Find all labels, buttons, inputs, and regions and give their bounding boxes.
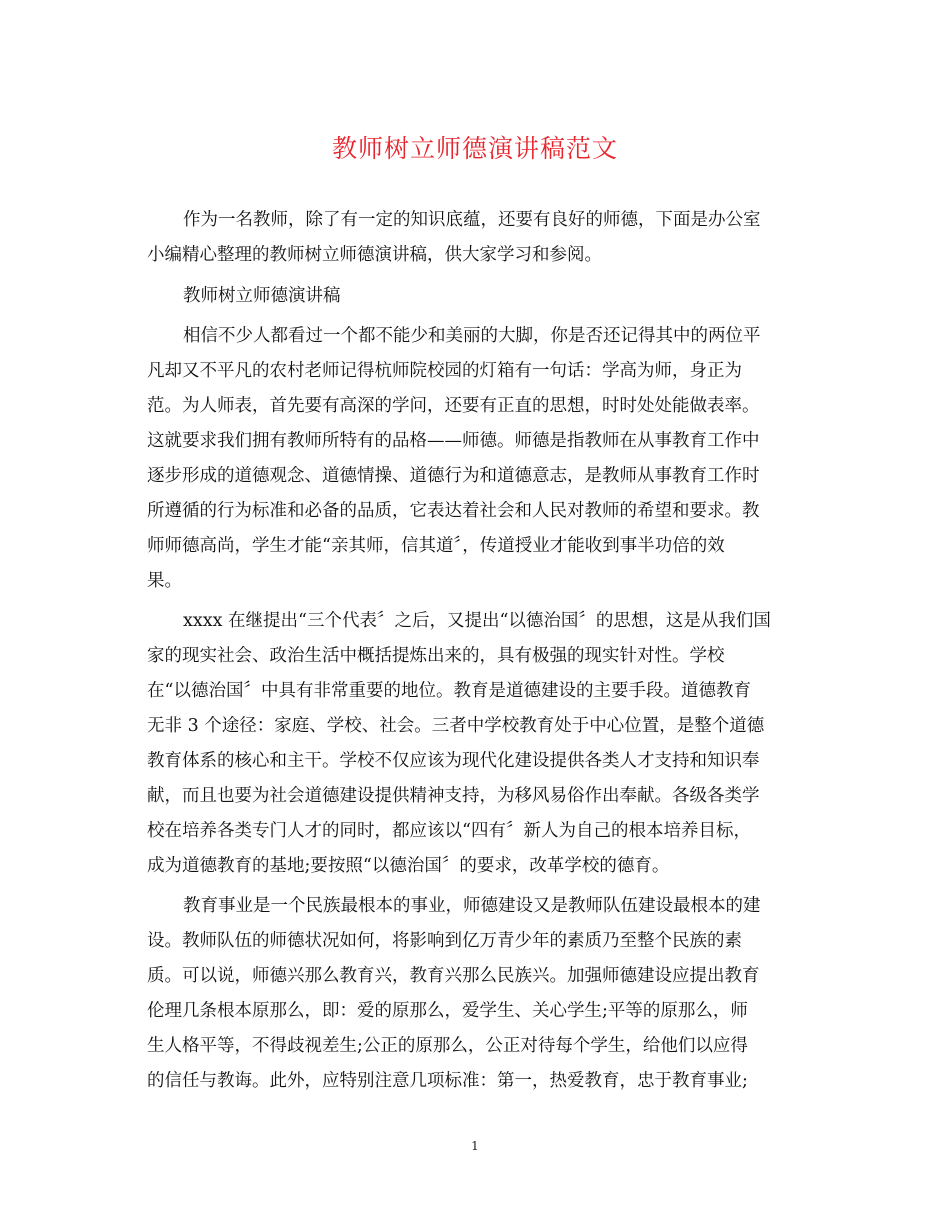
text-line: 生人格平等，不得歧视差生;公正的原那么，公正对待每个学生，给他们以应得	[147, 1036, 748, 1056]
text-line: 范。为人师表，首先要有高深的学问，还要有正直的思想，时时处处能做表率。	[147, 396, 760, 416]
text-line: xxxx 在继提出“三个代表〞之后，又提出“以德治国〞的思想，这是从我们国	[183, 611, 771, 631]
page-number: 1	[471, 1139, 479, 1153]
text-line: 果。	[147, 571, 182, 591]
text-line: 这就要求我们拥有教师所特有的品格——师德。师德是指教师在从事教育工作中	[147, 431, 760, 451]
text-line: 校在培养各类专门人才的同时，都应该以“四有〞新人为自己的根本培养目标，	[147, 821, 751, 841]
text-line: 成为道德教育的基地;要按照“以德治国〞的要求，改革学校的德育。	[147, 856, 670, 876]
text-line: 小编精心整理的教师树立师德演讲稿，供大家学习和参阅。	[147, 245, 602, 265]
text-line: 凡却又不平凡的农村老师记得杭师院校园的灯箱有一句话：学高为师，身正为	[147, 361, 742, 381]
text-line: 家的现实社会、政治生活中概括提炼出来的，具有极强的现实针对性。学校	[147, 646, 725, 666]
text-line: 在“以德治国〞中具有非常重要的地位。教育是道德建设的主要手段。道德教育	[147, 681, 751, 701]
text-line: 无非 3 个途径：家庭、学校、社会。三者中学校教育处于中心位置，是整个道德	[147, 716, 765, 736]
text-line: 献，而且也要为社会道德建设提供精神支持，为移风易俗作出奉献。各级各类学	[147, 786, 760, 806]
text-line: 逐步形成的道德观念、道德情操、道德行为和道德意志，是教师从事教育工作时	[147, 466, 760, 486]
text-line: 的信任与教诲。此外，应特别注意几项标准：第一，热爱教育，忠于教育事业;	[147, 1071, 748, 1091]
text-line: 伦理几条根本原那么，即：爱的原那么，爱学生、关心学生;平等的原那么，师	[147, 1001, 748, 1021]
text-line: 设。教师队伍的师德状况如何，将影响到亿万青少年的素质乃至整个民族的素	[147, 931, 742, 951]
document-title: 教师树立师德演讲稿范文	[331, 134, 618, 163]
text-line: 教育事业是一个民族最根本的事业，师德建设又是教师队伍建设最根本的建	[183, 896, 761, 916]
text-line: 教育体系的核心和主干。学校不仅应该为现代化建设提供各类人才支持和知识奉	[147, 751, 760, 771]
text-line: 师师德高尚，学生才能“亲其师，信其道〞，传道授业才能收到事半功倍的效	[147, 536, 725, 556]
text-line: 质。可以说，师德兴那么教育兴，教育兴那么民族兴。加强师德建设应提出教育	[147, 966, 760, 986]
text-line: 相信不少人都看过一个都不能少和美丽的大脚，你是否还记得其中的两位平	[183, 326, 761, 346]
text-line: 所遵循的行为标准和必备的品质，它表达着社会和人民对教师的希望和要求。教	[147, 501, 760, 521]
section-heading: 教师树立师德演讲稿	[183, 286, 341, 306]
text-line: 作为一名教师，除了有一定的知识底蕴，还要有良好的师德，下面是办公室	[183, 210, 761, 230]
